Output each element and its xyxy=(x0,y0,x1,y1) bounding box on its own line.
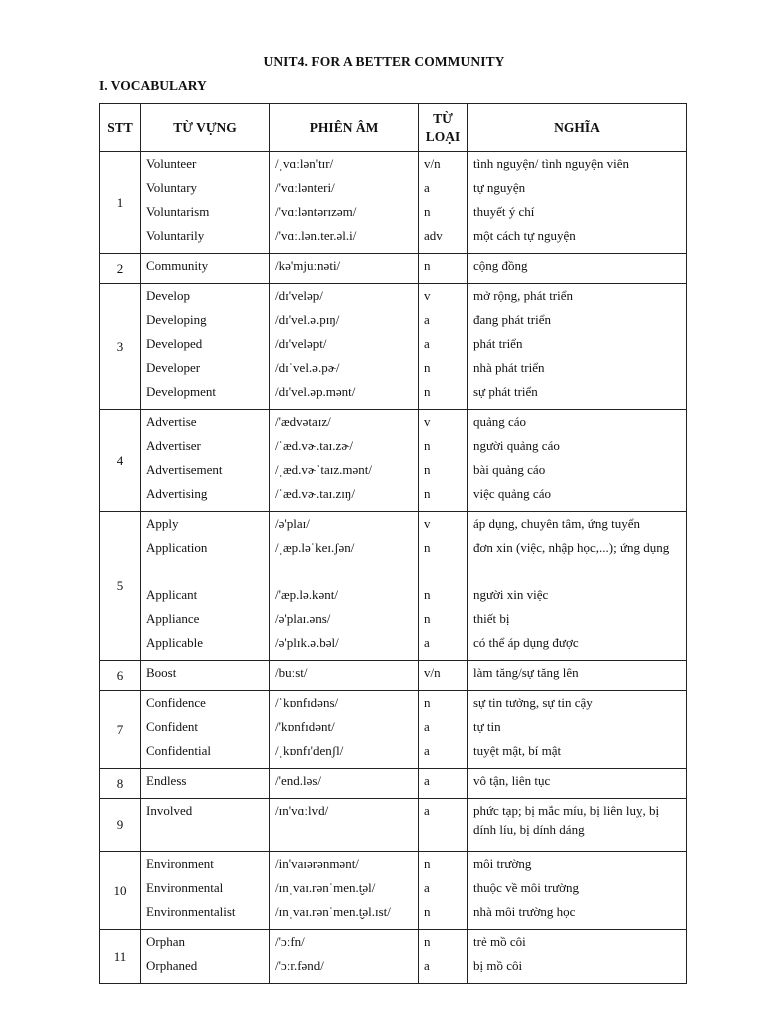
row-number: 8 xyxy=(100,769,141,799)
part-of-speech: v xyxy=(424,414,431,429)
part-of-speech: n xyxy=(424,258,431,273)
meaning-cell xyxy=(468,852,687,930)
table-row xyxy=(100,799,687,852)
vocab-word: Orphaned xyxy=(146,958,198,973)
row-number: 5 xyxy=(100,512,141,661)
meaning: một cách tự nguyện xyxy=(473,228,576,243)
meaning: phát triển xyxy=(473,336,523,351)
vocab-word: Applicable xyxy=(146,635,204,650)
vocab-word: Develop xyxy=(146,288,191,303)
meaning-cell xyxy=(468,799,687,852)
meaning: vô tận, liên tục xyxy=(473,773,551,788)
vocab-word-cell xyxy=(141,254,270,284)
phonetic-transcription: /ə'plɪk.ə.bəl/ xyxy=(275,635,339,650)
vocab-word: Development xyxy=(146,384,217,399)
vocabulary-table xyxy=(99,103,687,984)
meaning: nhà phát triển xyxy=(473,360,545,375)
table-row xyxy=(100,512,687,661)
vocab-word: Endless xyxy=(146,773,187,788)
meaning: thuyết ý chí xyxy=(473,204,535,219)
part-of-speech: n xyxy=(424,462,431,477)
vocab-word: Volunteer xyxy=(146,156,197,171)
vocab-word: Appliance xyxy=(146,611,200,626)
meaning: tự nguyện xyxy=(473,180,526,195)
meaning: sự tin tưởng, sự tin cậy xyxy=(473,695,593,710)
meaning-cell xyxy=(468,254,687,284)
part-of-speech: a xyxy=(424,773,430,788)
phonetic-transcription: /'ædvətaɪz/ xyxy=(275,414,331,429)
meaning: bị mồ côi xyxy=(473,958,523,973)
part-of-speech: n xyxy=(424,384,431,399)
vocab-word: Advertising xyxy=(146,486,208,501)
phonetic-transcription: /'ɔːfn/ xyxy=(275,934,305,949)
header-word: TỪ VỰNG xyxy=(141,104,270,152)
part-of-speech: n xyxy=(424,204,431,219)
vocab-word-cell xyxy=(141,799,270,852)
row-number: 9 xyxy=(100,799,141,852)
vocab-word: Advertise xyxy=(146,414,197,429)
part-of-speech: adv xyxy=(424,228,443,243)
part-of-speech-cell xyxy=(419,410,468,512)
part-of-speech: v xyxy=(424,516,431,531)
vocab-word: Application xyxy=(146,540,208,555)
phonetic-transcription: /'æp.lə.kənt/ xyxy=(275,587,339,602)
part-of-speech-cell xyxy=(419,769,468,799)
part-of-speech-cell xyxy=(419,852,468,930)
table-row xyxy=(100,930,687,984)
meaning-cell xyxy=(468,661,687,691)
meaning: đang phát triển xyxy=(473,312,551,327)
phonetic-transcription: /dɪˈvel.ə.pɚ/ xyxy=(275,360,340,375)
meaning: nhà môi trường học xyxy=(473,904,576,919)
table-row xyxy=(100,661,687,691)
meaning: làm tăng/sự tăng lên xyxy=(473,665,579,680)
table-row xyxy=(100,284,687,410)
part-of-speech: n xyxy=(424,934,431,949)
row-number: 7 xyxy=(100,691,141,769)
document-title: UNIT4. FOR A BETTER COMMUNITY xyxy=(263,54,505,69)
phonetic-transcription: /'vɑːlənteri/ xyxy=(275,180,335,195)
phonetic-transcription: /ˈæd.vɚ.taɪ.zɚ/ xyxy=(275,438,354,453)
part-of-speech: a xyxy=(424,719,430,734)
part-of-speech: a xyxy=(424,803,430,818)
vocab-word: Confidence xyxy=(146,695,206,710)
phonetic-transcription: /ˌkɒnfɪ'denʃl/ xyxy=(275,743,344,758)
meaning: thuộc về môi trường xyxy=(473,880,579,895)
part-of-speech: n xyxy=(424,587,431,602)
vocab-word: Voluntarism xyxy=(146,204,210,219)
meaning-cell xyxy=(468,930,687,984)
table-row xyxy=(100,254,687,284)
meaning-cell xyxy=(468,284,687,410)
vocab-word: Confident xyxy=(146,719,198,734)
meaning: người quảng cáo xyxy=(473,438,560,453)
vocab-word: Involved xyxy=(146,803,193,818)
phonetic-transcription: /ə'plaɪ.əns/ xyxy=(275,611,331,626)
phonetic-transcription-cell xyxy=(270,769,419,799)
row-number: 2 xyxy=(100,254,141,284)
meaning: quảng cáo xyxy=(473,414,527,429)
row-number: 6 xyxy=(100,661,141,691)
phonetic-transcription: /'kɒnfɪdənt/ xyxy=(275,719,335,734)
phonetic-transcription: /ˈæd.vɚ.taɪ.zɪŋ/ xyxy=(275,486,355,501)
phonetic-transcription-cell xyxy=(270,852,419,930)
meaning-cell xyxy=(468,410,687,512)
vocab-word-cell xyxy=(141,152,270,254)
part-of-speech: n xyxy=(424,904,431,919)
phonetic-transcription-cell xyxy=(270,254,419,284)
phonetic-transcription: /ɪnˌvaɪ.rənˈmen.t̬əl.ɪst/ xyxy=(275,904,391,919)
meaning: tuyệt mật, bí mật xyxy=(473,743,562,758)
table-row xyxy=(100,852,687,930)
meaning-cell xyxy=(468,691,687,769)
vocab-word-cell xyxy=(141,930,270,984)
phonetic-transcription-cell xyxy=(270,410,419,512)
meaning: áp dụng, chuyên tâm, ứng tuyển xyxy=(473,516,640,531)
vocab-word: Boost xyxy=(146,665,177,680)
phonetic-transcription: /ˈkɒnfɪdəns/ xyxy=(275,695,339,710)
phonetic-transcription-cell xyxy=(270,512,419,661)
row-number: 3 xyxy=(100,284,141,410)
part-of-speech: n xyxy=(424,486,431,501)
meaning: có thể áp dụng được xyxy=(473,635,579,650)
phonetic-transcription: /'ɔːr.fənd/ xyxy=(275,958,324,973)
table-header-row xyxy=(100,104,687,152)
phonetic-transcription: /ə'plaɪ/ xyxy=(275,516,310,531)
meaning: trẻ mồ côi xyxy=(473,934,526,949)
vocab-word: Orphan xyxy=(146,934,185,949)
phonetic-transcription-cell xyxy=(270,661,419,691)
vocab-word: Confidential xyxy=(146,743,211,758)
meaning-cell xyxy=(468,512,687,661)
row-number: 10 xyxy=(100,852,141,930)
phonetic-transcription: /ˌvɑːlən'tɪr/ xyxy=(275,156,334,171)
phonetic-transcription: /ˌæp.ləˈkeɪ.ʃən/ xyxy=(275,540,355,555)
phonetic-transcription-cell xyxy=(270,152,419,254)
meaning: người xin việc xyxy=(473,587,549,602)
part-of-speech: v xyxy=(424,288,431,303)
table-row xyxy=(100,691,687,769)
part-of-speech-cell xyxy=(419,152,468,254)
vocab-word: Developer xyxy=(146,360,201,375)
meaning: tình nguyện/ tình nguyện viên xyxy=(473,156,629,171)
meaning: cộng đồng xyxy=(473,258,528,273)
phonetic-transcription: /ɪn'vɑːlvd/ xyxy=(275,803,329,818)
part-of-speech-cell xyxy=(419,799,468,852)
meaning: sự phát triển xyxy=(473,384,538,399)
phonetic-transcription-cell xyxy=(270,691,419,769)
meaning: thiết bị xyxy=(473,611,510,626)
part-of-speech: n xyxy=(424,611,431,626)
header-meaning: NGHĨA xyxy=(468,104,687,152)
meaning: mở rộng, phát triển xyxy=(473,288,574,303)
table-row xyxy=(100,152,687,254)
row-number: 4 xyxy=(100,410,141,512)
header-phonetic: PHIÊN ÂM xyxy=(270,104,419,152)
meaning: môi trường xyxy=(473,856,532,871)
part-of-speech-cell xyxy=(419,512,468,661)
phonetic-transcription-cell xyxy=(270,930,419,984)
phonetic-transcription: /dɪ'veləpt/ xyxy=(275,336,327,351)
meaning: việc quảng cáo xyxy=(473,486,551,501)
phonetic-transcription: /buːst/ xyxy=(275,665,308,680)
part-of-speech: a xyxy=(424,312,430,327)
vocab-word-cell xyxy=(141,661,270,691)
header-pos-line1: TỪ xyxy=(433,110,453,126)
part-of-speech: n xyxy=(424,360,431,375)
phonetic-transcription: /'end.ləs/ xyxy=(275,773,322,788)
part-of-speech-cell xyxy=(419,691,468,769)
part-of-speech-cell xyxy=(419,661,468,691)
header-part-of-speech xyxy=(419,104,468,152)
meaning-cell xyxy=(468,152,687,254)
vocab-word: Environmentalist xyxy=(146,904,236,919)
part-of-speech: v/n xyxy=(424,156,441,171)
phonetic-transcription-cell xyxy=(270,799,419,852)
part-of-speech: a xyxy=(424,880,430,895)
table-row xyxy=(100,410,687,512)
section-heading: I. VOCABULARY xyxy=(99,78,207,93)
part-of-speech: n xyxy=(424,856,431,871)
part-of-speech: a xyxy=(424,743,430,758)
meaning-cell xyxy=(468,769,687,799)
vocab-word: Community xyxy=(146,258,209,273)
vocab-word: Voluntary xyxy=(146,180,198,195)
part-of-speech-cell xyxy=(419,930,468,984)
vocab-word: Advertiser xyxy=(146,438,201,453)
vocab-word-cell xyxy=(141,769,270,799)
vocab-word: Apply xyxy=(146,516,179,531)
header-pos-line2: LOẠI xyxy=(425,128,461,144)
phonetic-transcription-cell xyxy=(270,284,419,410)
vocab-word: Voluntarily xyxy=(146,228,205,243)
vocab-word: Environmental xyxy=(146,880,224,895)
phonetic-transcription: /dɪ'vel.ə.pɪŋ/ xyxy=(275,312,340,327)
vocab-word: Environment xyxy=(146,856,214,871)
phonetic-transcription: /in'vaɪərənmənt/ xyxy=(275,856,359,871)
table-row xyxy=(100,769,687,799)
part-of-speech: n xyxy=(424,695,431,710)
part-of-speech: v/n xyxy=(424,665,441,680)
vocab-word-cell xyxy=(141,852,270,930)
header-stt: STT xyxy=(100,104,141,152)
part-of-speech: a xyxy=(424,180,430,195)
meaning: tự tin xyxy=(473,719,501,734)
vocab-word: Advertisement xyxy=(146,462,223,477)
phonetic-transcription: /ˌæd.vɚˈtaɪz.mənt/ xyxy=(275,462,372,477)
row-number: 1 xyxy=(100,152,141,254)
phonetic-transcription: /dɪ'vel.əp.mənt/ xyxy=(275,384,356,399)
part-of-speech: n xyxy=(424,438,431,453)
vocab-word-cell xyxy=(141,512,270,661)
phonetic-transcription: /'vɑːləntərɪzəm/ xyxy=(275,204,357,219)
row-number: 11 xyxy=(100,930,141,984)
part-of-speech: n xyxy=(424,540,431,555)
phonetic-transcription: /kə'mjuːnəti/ xyxy=(275,258,341,273)
vocab-word: Developed xyxy=(146,336,203,351)
phonetic-transcription: /'vɑː.lən.ter.əl.i/ xyxy=(275,228,357,243)
meaning: bài quảng cáo xyxy=(473,462,546,477)
meaning: đơn xin (việc, nhập học,...); ứng dụng xyxy=(473,540,670,555)
vocabulary-table-body xyxy=(100,152,687,984)
vocab-word: Applicant xyxy=(146,587,198,602)
vocab-word-cell xyxy=(141,410,270,512)
vocab-word: Developing xyxy=(146,312,207,327)
phonetic-transcription: /ɪnˌvaɪ.rənˈmen.t̬əl/ xyxy=(275,880,376,895)
vocab-word-cell xyxy=(141,691,270,769)
vocab-word-cell xyxy=(141,284,270,410)
part-of-speech: a xyxy=(424,336,430,351)
part-of-speech-cell xyxy=(419,254,468,284)
meaning: phức tạp; bị mắc míu, bị liên luỵ, bị dính líu, bị dính dáng xyxy=(473,803,660,837)
phonetic-transcription: /dɪ'veləp/ xyxy=(275,288,323,303)
part-of-speech-cell xyxy=(419,284,468,410)
part-of-speech: a xyxy=(424,958,430,973)
part-of-speech: a xyxy=(424,635,430,650)
